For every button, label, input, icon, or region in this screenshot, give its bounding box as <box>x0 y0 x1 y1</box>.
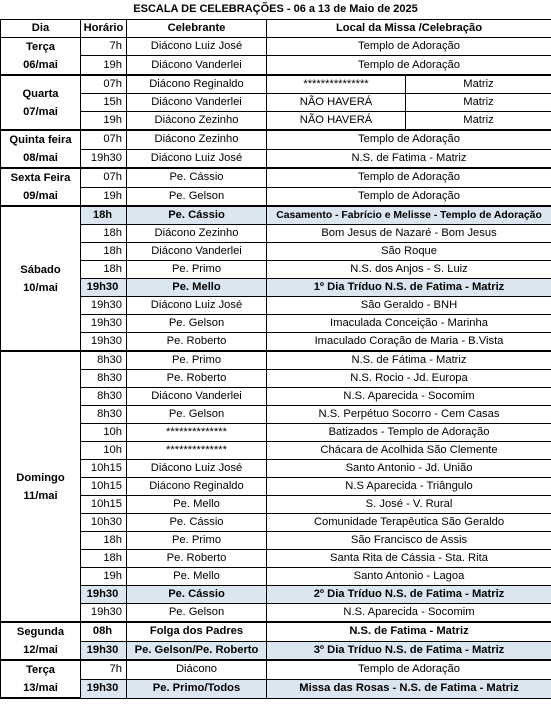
location-cell: Batizados - Templo de Adoração <box>267 424 551 442</box>
table-row <box>1 496 551 514</box>
celebrant-cell: Diácono Vanderlei <box>127 94 267 112</box>
day-cell-terca-13 <box>1 660 81 698</box>
location-cell: 2º Dia Tríduo N.S. de Fatima - Matriz <box>267 586 551 604</box>
location-cell <box>267 75 551 94</box>
time-cell: 07h <box>81 130 127 149</box>
celebrant-cell: Diácono Luiz José <box>127 38 267 56</box>
celebrant-cell: Pe. Cássio <box>127 168 267 187</box>
table-row <box>1 112 551 131</box>
day-name: Sábado <box>20 263 61 276</box>
location-cell: São Geraldo - BNH <box>267 297 551 315</box>
location-cell: Santa Rita de Cássia - Sta. Rita <box>267 550 551 568</box>
table-row <box>1 168 551 187</box>
table-row <box>1 568 551 586</box>
time-cell: 18h <box>81 225 127 243</box>
header-row <box>1 20 551 38</box>
time-cell: 18h <box>81 206 127 225</box>
time-cell: 10h15 <box>81 478 127 496</box>
table-row <box>1 514 551 532</box>
location-cell: N.S. Perpétuo Socorro - Cem Casas <box>267 406 551 424</box>
header-celebrante: Celebrante <box>127 20 267 38</box>
location-cell <box>267 94 551 112</box>
table-row <box>1 604 551 623</box>
table-row <box>1 406 551 424</box>
location-note: NÃO HAVERÁ <box>267 94 406 111</box>
table-row <box>1 56 551 75</box>
location-cell: N.S. dos Anjos - S. Luiz <box>267 261 551 279</box>
location-cell: 1º Dia Tríduo N.S. de Fatima - Matriz <box>267 279 551 297</box>
time-cell: 10h15 <box>81 460 127 478</box>
table-row <box>1 442 551 460</box>
day-cell-quinta-08 <box>1 130 81 168</box>
table-row-highlighted <box>1 586 551 604</box>
time-cell: 19h30 <box>81 279 127 297</box>
table-row <box>1 460 551 478</box>
time-cell: 10h15 <box>81 496 127 514</box>
location-place: Matriz <box>463 114 494 126</box>
celebrant-cell: Pe. Roberto <box>127 370 267 388</box>
location-cell: N.S. Rocio - Jd. Europa <box>267 370 551 388</box>
celebrant-cell: Diácono Vanderlei <box>127 56 267 75</box>
time-cell: 19h30 <box>81 333 127 352</box>
celebrant-cell: ************** <box>127 442 267 460</box>
day-cell-terca-06 <box>1 38 81 76</box>
celebrant-cell: Pe. Mello <box>127 496 267 514</box>
celebrant-cell: ************** <box>127 424 267 442</box>
table-row <box>1 550 551 568</box>
time-cell: 8h30 <box>81 370 127 388</box>
location-cell: N.S. de Fátima - Matriz <box>267 351 551 370</box>
day-cell-sexta-09 <box>1 168 81 206</box>
day-name: Quinta feira <box>9 134 72 146</box>
location-cell: São Roque <box>267 243 551 261</box>
time-cell: 15h <box>81 94 127 112</box>
location-cell: Templo de Adoração <box>267 168 551 187</box>
time-cell: 10h30 <box>81 514 127 532</box>
location-cell: Santo Antonio - Jd. União <box>267 460 551 478</box>
day-name: Segunda <box>16 626 65 638</box>
location-cell: N.S Aparecida - Triângulo <box>267 478 551 496</box>
time-cell: 07h <box>81 75 127 94</box>
time-cell: 19h <box>81 187 127 206</box>
day-cell-segunda-12 <box>1 622 81 660</box>
table-row <box>1 225 551 243</box>
celebrant-cell: Diácono Reginaldo <box>127 75 267 94</box>
schedule-table <box>0 19 551 699</box>
location-cell: N.S. Aparecida - Socomim <box>267 388 551 406</box>
location-cell: Imaculado Coração de Maria - B.Vista <box>267 333 551 352</box>
location-cell: N.S. de Fatima - Matriz <box>267 622 551 641</box>
header-horario: Horário <box>81 20 127 38</box>
celebrant-cell: Diácono Luiz José <box>127 149 267 168</box>
day-name: Terça <box>25 664 56 676</box>
table-row-highlighted <box>1 622 551 641</box>
table-row <box>1 75 551 94</box>
table-row <box>1 388 551 406</box>
location-cell: S. José - V. Rural <box>267 496 551 514</box>
table-row <box>1 424 551 442</box>
time-cell: 8h30 <box>81 388 127 406</box>
time-cell: 7h <box>81 660 127 679</box>
day-date: 08/mai <box>23 152 58 164</box>
location-cell: N.S. de Fatima - Matriz <box>267 149 551 168</box>
time-cell: 08h <box>81 622 127 641</box>
celebrant-cell: Pe. Gelson <box>127 406 267 424</box>
day-date: 12/mai <box>23 644 58 656</box>
location-cell: São Francisco de Assis <box>267 532 551 550</box>
time-cell: 19h30 <box>81 149 127 168</box>
table-row <box>1 297 551 315</box>
table-row <box>1 187 551 206</box>
table-row <box>1 478 551 496</box>
time-cell: 19h <box>81 568 127 586</box>
day-name: Terça <box>25 41 56 53</box>
celebrant-cell: Diácono Luiz José <box>127 460 267 478</box>
day-date: 10/mai <box>23 281 58 294</box>
celebrant-cell: Pe. Primo <box>127 351 267 370</box>
celebrant-cell: Pe. Cássio <box>127 206 267 225</box>
celebrant-cell: Folga dos Padres <box>127 622 267 641</box>
time-cell: 18h <box>81 532 127 550</box>
table-row <box>1 261 551 279</box>
time-cell: 18h <box>81 261 127 279</box>
table-row-highlighted <box>1 641 551 660</box>
day-cell-domingo-11 <box>1 351 81 622</box>
table-row <box>1 532 551 550</box>
table-row <box>1 94 551 112</box>
location-cell: Templo de Adoração <box>267 38 551 56</box>
table-row <box>1 38 551 56</box>
time-cell: 19h30 <box>81 679 127 698</box>
time-cell: 8h30 <box>81 406 127 424</box>
location-cell: Comunidade Terapêutica São Geraldo <box>267 514 551 532</box>
celebrant-cell: Pe. Primo <box>127 532 267 550</box>
table-row <box>1 130 551 149</box>
day-cell-quarta-07 <box>1 75 81 130</box>
time-cell: 19h <box>81 56 127 75</box>
location-note: *************** <box>267 76 406 93</box>
celebrant-cell: Pe. Roberto <box>127 333 267 352</box>
location-cell: Templo de Adoração <box>267 660 551 679</box>
location-cell: Chácara de Acolhida São Clemente <box>267 442 551 460</box>
location-cell: Imaculada Conceição - Marinha <box>267 315 551 333</box>
table-row-highlighted <box>1 206 551 225</box>
table-row <box>1 660 551 679</box>
celebrant-cell: Pe. Gelson <box>127 604 267 623</box>
celebrant-cell: Diácono Luiz José <box>127 297 267 315</box>
celebrant-cell: Pe. Gelson <box>127 187 267 206</box>
celebrant-cell: Diácono <box>127 660 267 679</box>
table-row-highlighted <box>1 279 551 297</box>
table-row <box>1 351 551 370</box>
celebrant-cell: Diácono Zezinho <box>127 112 267 131</box>
celebrant-cell: Diácono Reginaldo <box>127 478 267 496</box>
location-cell: Bom Jesus de Nazaré - Bom Jesus <box>267 225 551 243</box>
day-name: Domingo <box>16 471 65 484</box>
location-place: Matriz <box>463 96 494 108</box>
location-cell: Templo de Adoração <box>267 56 551 75</box>
time-cell: 8h30 <box>81 351 127 370</box>
time-cell: 19h30 <box>81 604 127 623</box>
celebrant-cell: Diácono Zezinho <box>127 225 267 243</box>
time-cell: 18h <box>81 550 127 568</box>
location-cell <box>267 112 551 131</box>
location-cell: Templo de Adoração <box>267 130 551 149</box>
location-cell: 3º Dia Tríduo N.S. de Fatima - Matriz <box>267 641 551 660</box>
celebrant-cell: Pe. Mello <box>127 279 267 297</box>
time-cell: 18h <box>81 243 127 261</box>
celebrant-cell: Pe. Cássio <box>127 586 267 604</box>
header-local: Local da Missa /Celebração <box>267 20 551 38</box>
day-name: Sexta Feira <box>10 172 71 184</box>
celebrant-cell: Diácono Vanderlei <box>127 388 267 406</box>
day-date: 13/mai <box>23 682 58 694</box>
celebrant-cell: Pe. Mello <box>127 568 267 586</box>
location-cell: Santo Antonio - Lagoa <box>267 568 551 586</box>
celebrant-cell: Pe. Roberto <box>127 550 267 568</box>
day-date: 06/mai <box>23 59 58 71</box>
location-cell: Missa das Rosas - N.S. de Fatima - Matriz <box>267 679 551 698</box>
celebrant-cell: Pe. Cássio <box>127 514 267 532</box>
table-row <box>1 243 551 261</box>
sheet-title: ESCALA DE CELEBRAÇÕES - 06 a 13 de Maio de 2025 <box>0 0 551 19</box>
day-name: Quarta <box>22 87 59 100</box>
celebrant-cell: Pe. Primo <box>127 261 267 279</box>
location-cell: N.S. Aparecida - Socomim <box>267 604 551 623</box>
time-cell: 10h <box>81 442 127 460</box>
location-cell: Templo de Adoração <box>267 187 551 206</box>
table-row <box>1 315 551 333</box>
celebrant-cell: Pe. Primo/Todos <box>127 679 267 698</box>
day-date: 11/mai <box>23 489 58 502</box>
time-cell: 10h <box>81 424 127 442</box>
table-row <box>1 149 551 168</box>
time-cell: 07h <box>81 168 127 187</box>
day-date: 09/mai <box>23 190 58 202</box>
time-cell: 19h30 <box>81 641 127 660</box>
celebrant-cell: Pe. Gelson <box>127 315 267 333</box>
table-row <box>1 370 551 388</box>
day-cell-sabado-10 <box>1 206 81 351</box>
time-cell: 19h30 <box>81 586 127 604</box>
time-cell: 7h <box>81 38 127 56</box>
table-row <box>1 333 551 352</box>
time-cell: 19h30 <box>81 297 127 315</box>
time-cell: 19h30 <box>81 315 127 333</box>
celebrant-cell: Diácono Zezinho <box>127 130 267 149</box>
time-cell: 19h <box>81 112 127 131</box>
day-date: 07/mai <box>23 105 58 118</box>
header-dia: Dia <box>1 20 81 38</box>
celebrant-cell: Diácono Vanderlei <box>127 243 267 261</box>
location-cell: Casamento - Fabrício e Melisse - Templo de Adoração <box>267 206 551 225</box>
celebrant-cell: Pe. Gelson/Pe. Roberto <box>127 641 267 660</box>
location-place: Matriz <box>463 78 494 90</box>
table-row-highlighted <box>1 679 551 698</box>
location-note: NÃO HAVERÁ <box>267 112 406 129</box>
